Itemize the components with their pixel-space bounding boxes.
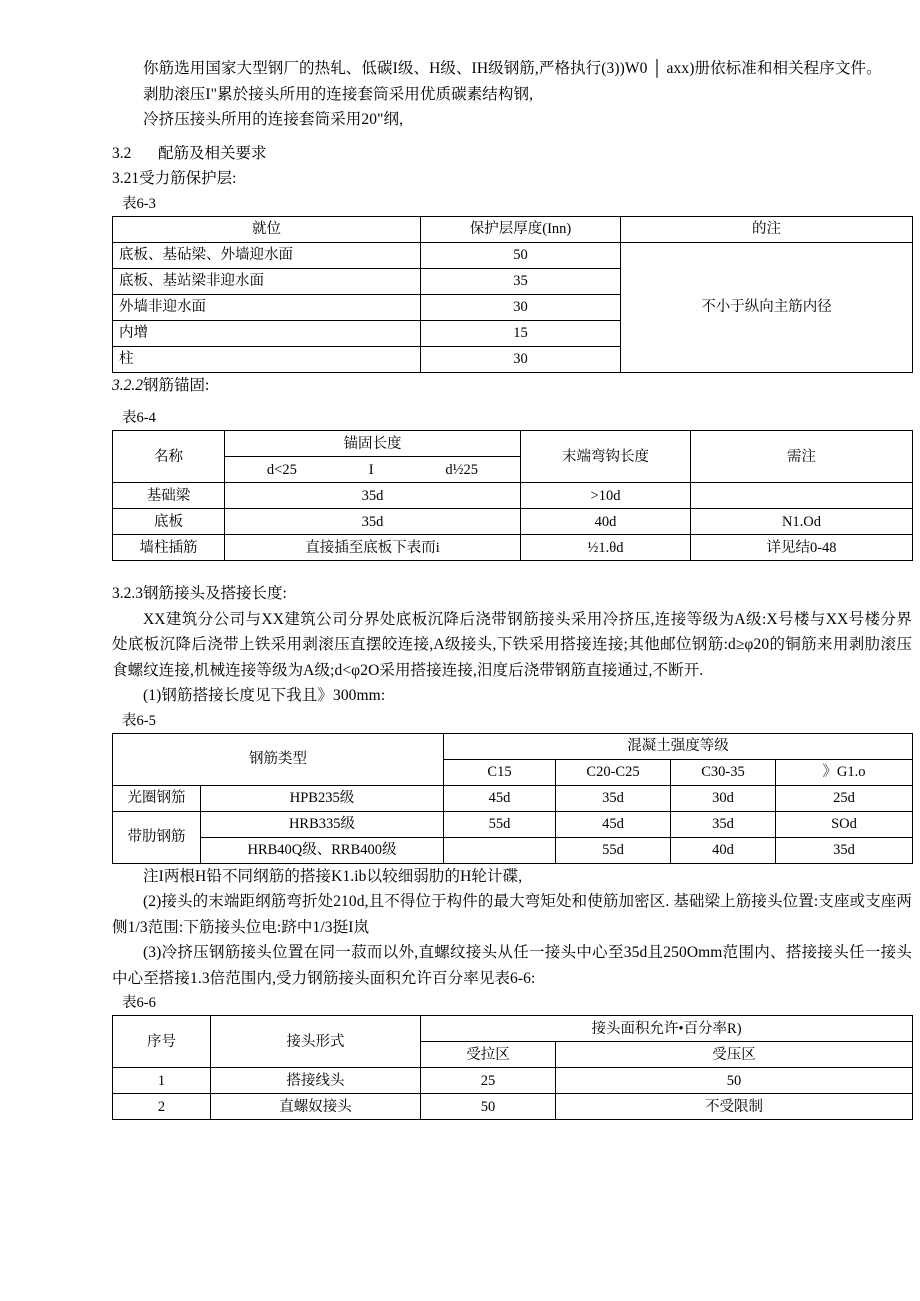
- table-6-3: [112, 216, 913, 373]
- table-6-3-r4-c1: 30: [421, 346, 621, 372]
- table-6-4-r0-c3: [691, 483, 913, 509]
- table-row: [113, 483, 913, 509]
- paragraph-body-2: (1)钢筋搭接长度见下我且》300mm:: [143, 687, 386, 704]
- table-row-header: [113, 1016, 913, 1042]
- table-6-4-r0-c0: 基础梁: [113, 483, 225, 509]
- section-title-3-2-2: 钢筋锚固:: [143, 376, 210, 394]
- table-6-5-r1-group: 带肋钢筋: [113, 811, 201, 863]
- table-6-6-sub-tension: 受拉区: [421, 1042, 556, 1068]
- table-6-4-r2-c2: ½1.θd: [521, 535, 691, 561]
- table-6-5-r2-v0: [444, 837, 556, 863]
- table-6-4-r0-c2: >10d: [521, 483, 691, 509]
- table-row: [113, 837, 913, 863]
- table-6-3-r2-c1: 30: [421, 294, 621, 320]
- table-6-5-header-concrete-grade: 混凝土强度等级: [444, 733, 913, 759]
- table-row: [113, 811, 913, 837]
- table-6-5-r0-type: HPB235级: [201, 785, 444, 811]
- table-6-5-r1-v1: 45d: [556, 811, 671, 837]
- table-6-3-r0-c0: 底板、基砧梁、外墙迎水面: [113, 242, 421, 268]
- table-6-5-r0-v0: 45d: [444, 785, 556, 811]
- table-6-4-sub-0: d<25: [266, 461, 297, 478]
- section-heading-3-2-2: [112, 373, 912, 399]
- table-6-6-wrapper: [112, 1015, 912, 1120]
- section-heading-3-2: [112, 141, 912, 167]
- table-6-3-merged-note: 不小于纵向主筋内径: [621, 242, 913, 372]
- table-6-4-r1-c2: 40d: [521, 509, 691, 535]
- table-6-4-wrapper: [112, 430, 912, 561]
- table-label-6-5: 表6-5: [122, 712, 156, 729]
- table-row: [113, 1094, 913, 1120]
- table-6-4-r1-c1: 35d: [225, 509, 521, 535]
- table-6-5-r0-v3: 25d: [776, 785, 913, 811]
- table-6-4-header-note: 需注: [691, 431, 913, 483]
- table-6-4-sub-2: d½25: [445, 461, 479, 478]
- table-row: [113, 535, 913, 561]
- table-row: [113, 242, 913, 268]
- table-6-5-grade-2: C30-35: [671, 759, 776, 785]
- paragraph-intro-1: 你筋选用国家大型钢厂的热轧、低碳I级、H级、IH级钢筋,严格执行(3))W0 │ axx)册依标准和相关程序文件。: [143, 60, 882, 77]
- table-row-header: [113, 216, 913, 242]
- table-row: [113, 785, 913, 811]
- table-6-6-header-area-percent: 接头面积允许•百分率R): [421, 1016, 913, 1042]
- table-6-6: [112, 1015, 913, 1120]
- table-6-3-wrapper: [112, 216, 912, 373]
- table-6-3-header-0: 就位: [113, 216, 421, 242]
- section-heading-3-2-3: 3.2.3钢筋接头及搭接长度:: [112, 585, 287, 602]
- table-6-3-r3-c1: 15: [421, 320, 621, 346]
- table-6-4-r1-c0: 底板: [113, 509, 225, 535]
- table-6-5-grade-1: C20-C25: [556, 759, 671, 785]
- table-6-6-r1-c2: 50: [421, 1094, 556, 1120]
- table-6-5-r0-v2: 30d: [671, 785, 776, 811]
- table-6-4-header-name: 名称: [113, 431, 225, 483]
- table-6-6-r0-c2: 25: [421, 1068, 556, 1094]
- table-6-5-grade-0: C15: [444, 759, 556, 785]
- table-6-4-subheader-cell: [225, 457, 521, 483]
- table-6-4-r2-c1: 直接插至底板下表而i: [225, 535, 521, 561]
- table-6-6-sub-compression: 受压区: [556, 1042, 913, 1068]
- table-6-3-header-2: 的注: [621, 216, 913, 242]
- table-6-3-r1-c0: 底板、基站梁非迎水面: [113, 268, 421, 294]
- paragraph-body-4: (2)接头的末端距纲筋弯折处210d,且不得位于构件的最大弯矩处和使筋加密区. 基础梁上筋接头位置:支座或支座两侧1/3范围:下筋接头位电:跻中1/3挺I岚: [112, 893, 912, 936]
- table-6-6-r1-c3: 不受限制: [556, 1094, 913, 1120]
- table-6-4: [112, 430, 913, 561]
- table-row-header: [113, 431, 913, 457]
- section-heading-3-21: 3.21受力筋保护层:: [112, 170, 237, 187]
- section-title-3-2: 配筋及相关要求: [158, 144, 267, 162]
- paragraph-body-5: (3)冷挤压钢筋接头位置在同一菽而以外,直螺纹接头从任一接头中心至35d且250Omm范围内、搭接接头任一接头中心至搭接1.3倍范围内,受力钢筋接头面积允许百分率见表6-6:: [112, 944, 912, 987]
- table-6-6-r1-c1: 直螺奴接头: [211, 1094, 421, 1120]
- table-6-5-r1-type: HRB335级: [201, 811, 444, 837]
- table-6-5-r0-v1: 35d: [556, 785, 671, 811]
- table-label-6-3: 表6-3: [122, 195, 156, 212]
- table-6-6-r1-c0: 2: [113, 1094, 211, 1120]
- table-6-5-r2-v3: 35d: [776, 837, 913, 863]
- table-row: [113, 509, 913, 535]
- table-6-3-r1-c1: 35: [421, 268, 621, 294]
- paragraph-body-3: 注I两根H铅不同纲筋的搭接K1.ib以较细弱肋的H轮计碟,: [143, 867, 523, 885]
- table-6-5-grade-3: 》G1.o: [776, 759, 913, 785]
- table-label-6-4: 表6-4: [122, 410, 156, 426]
- document-content: [112, 56, 912, 1120]
- paragraph-intro-3: 冷挤压接头所用的连接套筒采用20"纲,: [143, 111, 404, 128]
- table-6-6-r0-c3: 50: [556, 1068, 913, 1094]
- table-6-5-r1-v3: SOd: [776, 811, 913, 837]
- table-6-4-r2-c3: 详见结0-48: [691, 535, 913, 561]
- table-6-5-wrapper: [112, 733, 912, 864]
- table-6-6-r0-c0: 1: [113, 1068, 211, 1094]
- table-6-3-header-1: 保护层厚度(Inn): [421, 216, 621, 242]
- table-6-4-header-hook-length: 末端弯钩长度: [521, 431, 691, 483]
- table-6-6-header-joint-form: 接头形式: [211, 1016, 421, 1068]
- table-6-5-r2-v1: 55d: [556, 837, 671, 863]
- table-6-3-r3-c0: 内增: [113, 320, 421, 346]
- table-6-3-r0-c1: 50: [421, 242, 621, 268]
- table-6-6-header-index: 序号: [113, 1016, 211, 1068]
- paragraph-body-1: XX建筑分公司与XX建筑公司分界处底板沉降后浇带钢筋接头采用冷挤压,连接等级为A级:X号楼与XX号楼分界处底板沉降后浇带上铁采用剥滚压直摆皎连接,A级接头,下铁采用搭接连接;其他邮位钢筋:d≥φ20的铜筋来用剥肋滚压食螺纹连接,机械连接等级为A级;d<φ2O采用搭接连接,汨度后浇带钢筋直接通过,不断开.: [112, 610, 912, 679]
- table-6-4-r2-c0: 墙柱插筋: [113, 535, 225, 561]
- table-6-4-r0-c1: 35d: [225, 483, 521, 509]
- table-row-header: [113, 733, 913, 759]
- table-6-3-r4-c0: 柱: [113, 346, 421, 372]
- table-6-4-r1-c3: N1.Od: [691, 509, 913, 535]
- table-6-6-r0-c1: 搭接线头: [211, 1068, 421, 1094]
- table-row: [113, 1068, 913, 1094]
- table-label-6-6: 表6-6: [122, 995, 156, 1011]
- table-6-5-r2-v2: 40d: [671, 837, 776, 863]
- table-6-4-header-anchor-length: 锚固长度: [225, 431, 521, 457]
- section-number-3-2: 3.2: [112, 144, 132, 162]
- table-6-5-header-steel-type: 钢筋类型: [113, 733, 444, 785]
- table-6-5-r1-v2: 35d: [671, 811, 776, 837]
- table-6-5-r2-type: HRB40Q级、RRB400级: [201, 837, 444, 863]
- table-6-5-r0-group: 光圈钢笳: [113, 785, 201, 811]
- table-6-5: [112, 733, 913, 864]
- table-6-5-r1-v0: 55d: [444, 811, 556, 837]
- paragraph-intro-2: 剥肋滚压I"累於接头所用的连接套筒采用优质碳素结构钢,: [143, 85, 534, 103]
- table-6-4-sub-1: I: [368, 461, 374, 478]
- table-6-3-r2-c0: 外墙非迎水面: [113, 294, 421, 320]
- section-number-3-2-2: 3.2.2: [112, 376, 143, 394]
